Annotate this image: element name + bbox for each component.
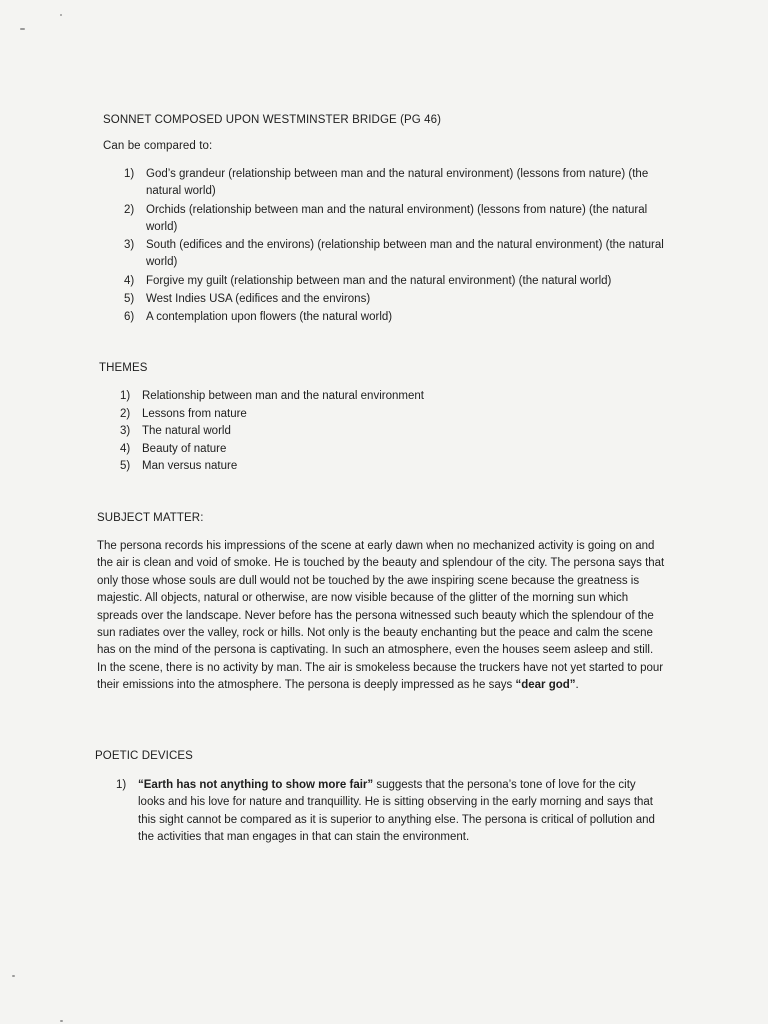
device-quote: “Earth has not anything to show more fair” bbox=[138, 779, 374, 791]
themes-list bbox=[120, 388, 540, 476]
list-item: 1) God’s grandeur (relationship between man and the natural environment) (lessons from nature) (the natural world) bbox=[124, 168, 649, 198]
compared-intro: Can be compared to: bbox=[103, 140, 213, 152]
subject-heading: SUBJECT MATTER: bbox=[97, 512, 204, 524]
list-item: 2) Orchids (relationship between man and the natural environment) (lessons from nature) (the natural world) bbox=[124, 203, 648, 233]
list-item: 3) The natural world bbox=[120, 425, 231, 437]
devices-heading: POETIC DEVICES bbox=[95, 750, 193, 762]
themes-heading: THEMES bbox=[99, 362, 148, 374]
list-item: 5) West Indies USA (edifices and the environs) bbox=[124, 293, 371, 306]
compared-list bbox=[124, 166, 664, 328]
subject-quote: “dear god” bbox=[515, 679, 576, 692]
list-item: 1) “Earth has not anything to show more fair” suggests that the persona’s tone of love for the city looks and his love for nature and tranquillity. He is sitting observing in the early morning and says that this sight cannot be compared as it is superior to anything else. The persona is critical of pollution and the activities that man engages in that can stain the environment. bbox=[116, 779, 655, 844]
scan-speck bbox=[20, 28, 25, 30]
subject-end: . bbox=[575, 679, 579, 692]
scan-speck bbox=[60, 1020, 63, 1022]
document-title: SONNET COMPOSED UPON WESTMINSTER BRIDGE (PG 46) bbox=[103, 114, 442, 126]
list-item: 4) Beauty of nature bbox=[120, 442, 227, 455]
subject-paragraph bbox=[97, 538, 665, 695]
list-item: 4) Forgive my guilt (relationship between man and the natural environment) (the natural world) bbox=[124, 274, 612, 287]
devices-list bbox=[116, 777, 661, 847]
list-item: 6) A contemplation upon flowers (the natural world) bbox=[124, 311, 393, 324]
subject-text: The persona records his impressions of the scene at early dawn when no mechanized activity is going on and the air is clean and void of smoke. He is touched by the beauty and splendour of the city. The persona says that only those whose souls are dull would not be touched by the awe inspiring scene because the greatness is majestic. All objects, natural or otherwise, are now visible because of the glitter of the morning sun which spreads over the landscape. Never before has the persona witnessed such beauty which the splendour of the sun radiates over the valley, rock or hills. Not only is the beauty enchanting but the peace and calm the scene has on the mind of the persona is captivating. In such an atmosphere, even the houses seem asleep and still. In the scene, there is no activity by man. The air is smokeless because the truckers have not yet started to pour their emissions into the atmosphere. The persona is deeply impressed as he says bbox=[97, 540, 665, 692]
scan-speck bbox=[60, 14, 62, 16]
list-item: 3) South (edifices and the environs) (relationship between man and the natural environment) (the natural world) bbox=[124, 239, 664, 269]
list-item: 1) Relationship between man and the natural environment bbox=[120, 390, 424, 402]
list-item: 2) Lessons from nature bbox=[120, 407, 247, 420]
scan-speck bbox=[12, 975, 15, 977]
list-item: 5) Man versus nature bbox=[120, 460, 238, 472]
device-text: suggests that the persona’s tone of love for the city looks and his love for nature and tranquillity. He is sitting observing in the early morning and says that this sight cannot be compared as it is superior to anything else. The persona is critical of pollution and the activities that man engages in that can stain the environment. bbox=[138, 779, 655, 844]
